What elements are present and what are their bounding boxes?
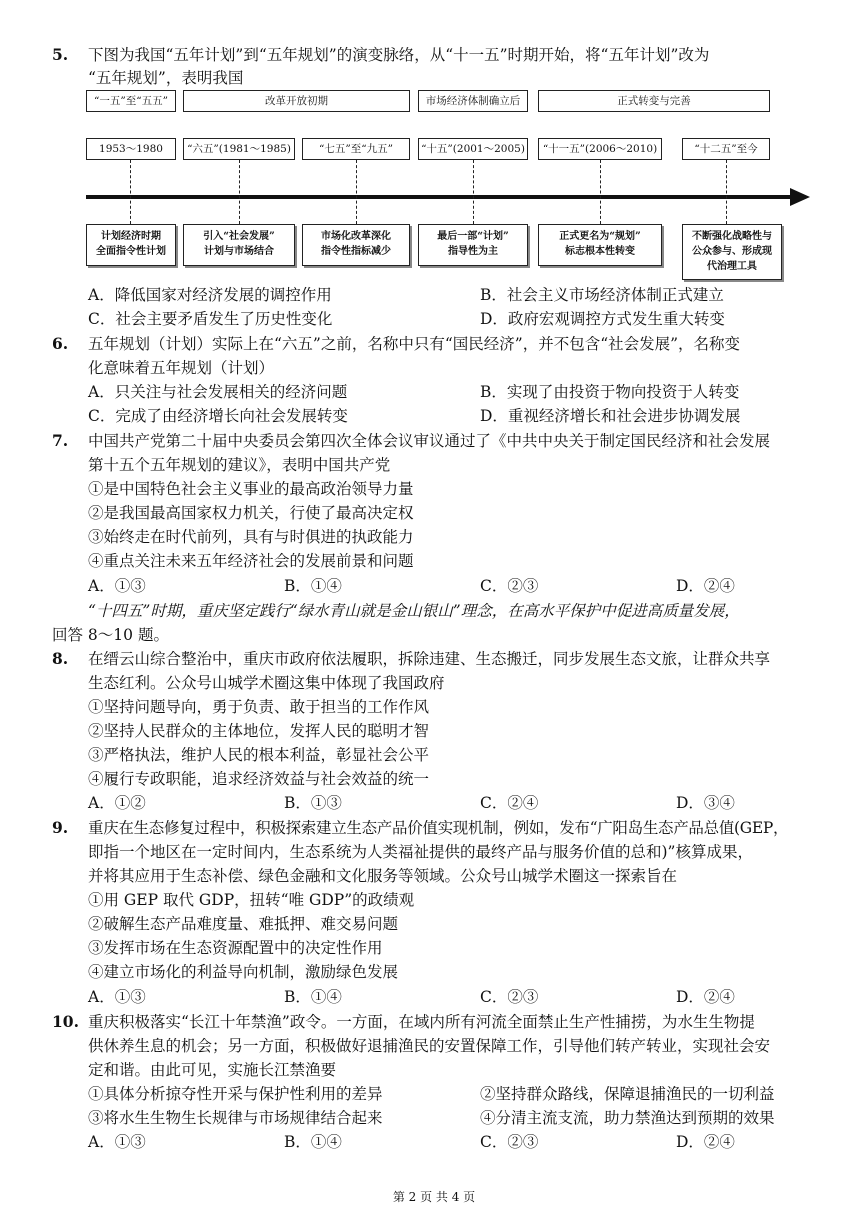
- q10-item-1: ①具体分析掠夺性开采与保护性利用的差异: [88, 1085, 383, 1103]
- q8-item-4: ④履行专政职能，追求经济效益与社会效益的统一: [88, 770, 430, 788]
- phase-label-4: 正式转变与完善: [538, 90, 770, 112]
- q5-option-c[interactable]: C．社会主要矛盾发生了历史性变化: [88, 310, 333, 328]
- q5-option-a[interactable]: A．降低国家对经济发展的调控作用: [88, 286, 332, 304]
- phase-label-2: 改革开放初期: [183, 90, 410, 112]
- q8-option-c[interactable]: C．②④: [480, 794, 539, 812]
- question-8-stem: 在缙云山综合整治中，重庆市政府依法履职，拆除违建、生态搬迁，同步发展生态文旅，让群众共享: [88, 650, 771, 668]
- phase-label-3: 市场经济体制确立后: [418, 90, 528, 112]
- q10-item-2: ②坚持群众路线，保障退捕渔民的一切利益: [480, 1085, 775, 1103]
- period-box-3: “七五”至“九五”: [302, 138, 410, 160]
- period-box-6: “十二五”至今: [682, 138, 770, 160]
- q7-item-1: ①是中国特色社会主义事业的最高政治领导力量: [88, 480, 414, 498]
- question-7-stem-cont: 第十五个五年规划的建议》，表明中国共产党: [88, 456, 391, 474]
- question-9-stem-cont: 即指一个地区在一定时间内，生态系统为人类福祉提供的最终产品与服务价值的总和)”核算成果，: [88, 843, 753, 861]
- question-5-stem: 下图为我国“五年计划”到“五年规划”的演变脉络，从“十一五”时期开始，将“五年计划”改为: [88, 46, 710, 64]
- question-9-stem: 重庆在生态修复过程中，积极探索建立生态产品价值实现机制，例如，发布“广阳岛生态产品总值(GEP，: [88, 819, 789, 837]
- desc-box-4: 最后一部“计划” 指导性为主: [418, 224, 528, 266]
- q10-option-d[interactable]: D．②④: [676, 1133, 735, 1151]
- q6-option-a[interactable]: A．只关注与社会发展相关的经济问题: [88, 383, 348, 401]
- q9-item-4: ④建立市场化的利益导向机制，激励绿色发展: [88, 963, 399, 981]
- connector-4: [473, 160, 474, 224]
- question-6-number: 6.: [52, 334, 69, 353]
- question-10-number: 10.: [52, 1012, 79, 1031]
- period-box-4: “十五”(2001～2005): [418, 138, 528, 160]
- q10-option-a[interactable]: A．①③: [88, 1133, 146, 1151]
- q9-item-2: ②破解生态产品难度量、难抵押、难交易问题: [88, 915, 399, 933]
- desc-box-5: 正式更名为“规划” 标志根本性转变: [538, 224, 662, 266]
- connector-2: [239, 160, 240, 224]
- desc-box-6: 不断强化战略性与 公众参与、形成现 代治理工具: [682, 224, 782, 280]
- q8-option-d[interactable]: D．③④: [676, 794, 735, 812]
- q5-option-d[interactable]: D．政府宏观调控方式发生重大转变: [480, 310, 725, 328]
- q5-option-b[interactable]: B．社会主义市场经济体制正式建立: [480, 286, 724, 304]
- q7-option-d[interactable]: D．②④: [676, 577, 735, 595]
- q7-item-4: ④重点关注未来五年经济社会的发展前景和问题: [88, 552, 414, 570]
- question-5-number: 5.: [52, 45, 69, 64]
- phase-label-1: “一五”至“五五”: [86, 90, 176, 112]
- q9-option-b[interactable]: B．①④: [284, 988, 342, 1006]
- q6-option-c[interactable]: C．完成了由经济增长向社会发展转变: [88, 407, 348, 425]
- question-6-stem-cont: 化意味着五年规划（计划）: [88, 359, 275, 377]
- connector-5: [600, 160, 601, 224]
- q6-option-d[interactable]: D．重视经济增长和社会进步协调发展: [480, 407, 741, 425]
- q6-option-b[interactable]: B．实现了由投资于物向投资于人转变: [480, 383, 740, 401]
- q9-item-3: ③发挥市场在生态资源配置中的决定性作用: [88, 939, 383, 957]
- page-number: 第 2 页 共 4 页: [392, 1190, 476, 1204]
- section-intro: “十四五”时期，重庆坚定践行“绿水青山就是金山银山”理念，在高水平保护中促进高质量发展，: [88, 602, 740, 620]
- q7-option-a[interactable]: A．①③: [88, 577, 146, 595]
- desc-box-1: 计划经济时期 全面指令性计划: [86, 224, 176, 266]
- question-7-stem: 中国共产党第二十届中央委员会第四次全体会议审议通过了《中共中央关于制定国民经济和社会发展: [88, 432, 771, 450]
- q7-item-2: ②是我国最高国家权力机关，行使了最高决定权: [88, 504, 414, 522]
- period-box-2: “六五”(1981～1985): [183, 138, 295, 160]
- question-7-number: 7.: [52, 431, 69, 450]
- question-8-number: 8.: [52, 649, 69, 668]
- q8-option-a[interactable]: A．①②: [88, 794, 146, 812]
- question-10-stem-cont: 供休养生息的机会；另一方面，积极做好退捕渔民的安置保障工作，引导他们转产转业，实现社会安: [88, 1037, 771, 1055]
- period-box-5: “十一五”(2006～2010): [538, 138, 662, 160]
- q10-item-3: ③将水生生物生长规律与市场规律结合起来: [88, 1109, 383, 1127]
- q7-option-c[interactable]: C．②③: [480, 577, 539, 595]
- period-box-1: 1953～1980: [86, 138, 176, 160]
- question-9-stem-cont-2: 并将其应用于生态补偿、绿色金融和文化服务等领域。公众号山城学术圈这一探索旨在: [88, 867, 678, 885]
- desc-box-3: 市场化改革深化 指令性指标减少: [302, 224, 410, 266]
- connector-3: [356, 160, 357, 224]
- q8-option-b[interactable]: B．①③: [284, 794, 342, 812]
- question-6-stem: 五年规划（计划）实际上在“六五”之前，名称中只有“国民经济”，并不包含“社会发展”，名称变: [88, 335, 741, 353]
- q8-item-3: ③严格执法，维护人民的根本利益，彰显社会公平: [88, 746, 430, 764]
- q9-option-a[interactable]: A．①③: [88, 988, 146, 1006]
- q10-option-c[interactable]: C．②③: [480, 1133, 539, 1151]
- q9-option-c[interactable]: C．②③: [480, 988, 539, 1006]
- question-8-stem-cont: 生态红利。公众号山城学术圈这集中体现了我国政府: [88, 674, 445, 692]
- q10-item-4: ④分清主流支流，助力禁渔达到预期的效果: [480, 1109, 775, 1127]
- question-9-number: 9.: [52, 818, 69, 837]
- q8-item-1: ①坚持问题导向，勇于负责、敢于担当的工作作风: [88, 698, 430, 716]
- q10-option-b[interactable]: B．①④: [284, 1133, 342, 1151]
- question-10-stem-cont-2: 定和谐。由此可见，实施长江禁渔要: [88, 1061, 337, 1079]
- q9-option-d[interactable]: D．②④: [676, 988, 735, 1006]
- desc-box-2: 引入“社会发展” 计划与市场结合: [183, 224, 295, 266]
- q9-item-1: ①用 GEP 取代 GDP，扭转“唯 GDP”的政绩观: [88, 891, 415, 909]
- question-10-stem: 重庆积极落实“长江十年禁渔”政令。一方面，在域内所有河流全面禁止生产性捕捞，为水生生物提: [88, 1013, 755, 1031]
- connector-6: [726, 160, 727, 224]
- q7-option-b[interactable]: B．①④: [284, 577, 342, 595]
- section-intro-cont: 回答 8～10 题。: [52, 626, 169, 644]
- connector-1: [130, 160, 131, 224]
- q8-item-2: ②坚持人民群众的主体地位，发挥人民的聪明才智: [88, 722, 430, 740]
- q7-item-3: ③始终走在时代前列，具有与时俱进的执政能力: [88, 528, 414, 546]
- question-5-stem-cont: “五年规划”，表明我国: [88, 69, 244, 87]
